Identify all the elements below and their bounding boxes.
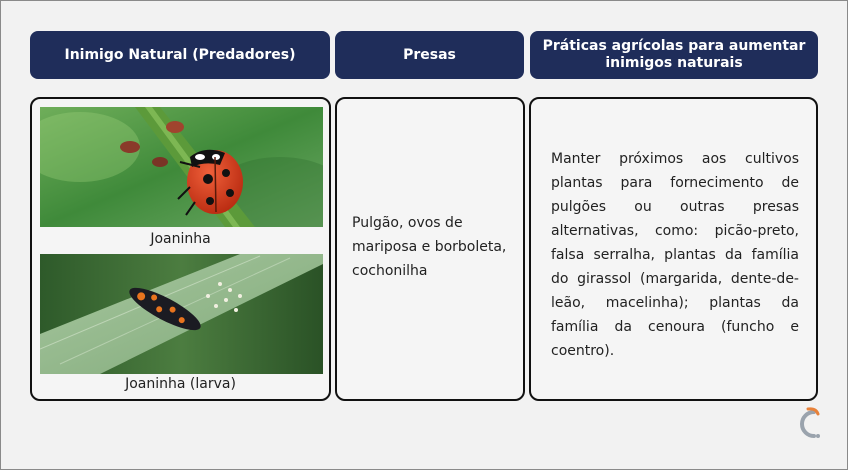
prey-box: [335, 97, 525, 401]
header-natural-enemy-label: Inimigo Natural (Predadores): [64, 46, 296, 63]
header-prey: [335, 31, 524, 79]
caption-ladybug: Joaninha: [150, 231, 211, 247]
ladybug-larva-photo: [40, 254, 323, 374]
brand-c-logo-icon: [794, 406, 824, 442]
prey-text: Pulgão, ovos de mariposa e borboleta, cochonilha: [352, 215, 507, 279]
predator-box: [30, 97, 331, 401]
practices-box: [529, 97, 818, 401]
caption-ladybug-larva: Joaninha (larva): [125, 376, 236, 392]
header-practices-label: Práticas agrícolas para aumentar inimigos naturais: [542, 38, 806, 71]
header-practices: [530, 31, 818, 79]
header-natural-enemy: [30, 31, 330, 79]
ladybug-photo: [40, 107, 323, 227]
practices-text: Manter próximos aos cultivos plantas para fornecimento de pulgões ou outras presas alternativas, como: picão-preto, falsa serralha, plantas da família do girassol (margarida, dente-de-leão, macelinha); plantas da família da cenoura (funcho e coentro).: [551, 151, 799, 359]
header-prey-label: Presas: [403, 46, 456, 63]
